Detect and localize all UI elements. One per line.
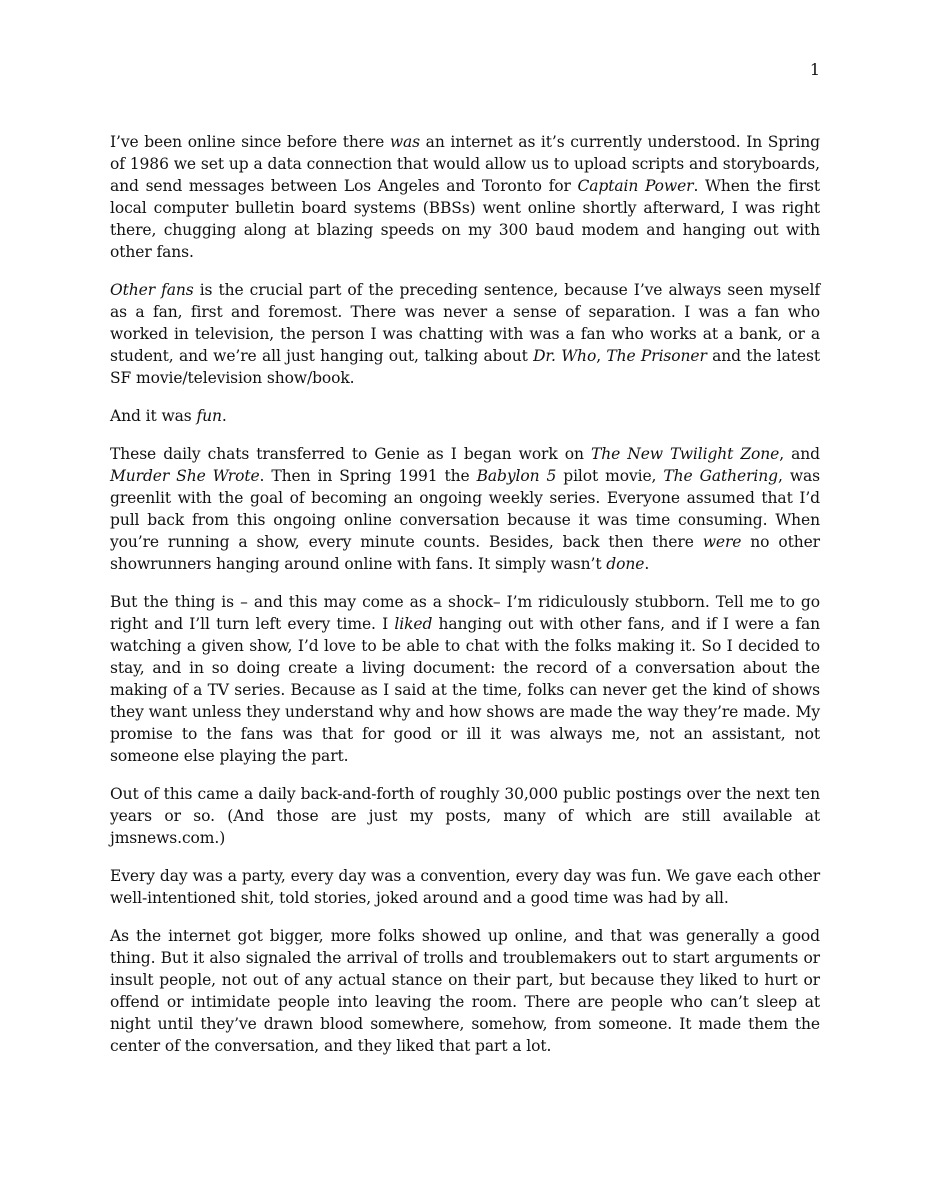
- italic-text: Other fans: [110, 281, 194, 299]
- text-run: , and: [779, 445, 820, 463]
- text-run: pilot movie,: [556, 467, 664, 485]
- paragraph: [110, 405, 820, 427]
- text-run: , was greenlit with the goal of becoming an ongoing weekly series. Everyone assumed that I’d pull back from this ongoing online conversation because it was time consuming. When you’re running a show, every minute counts. Besides, back then there: [110, 467, 820, 551]
- text-run: These daily chats transferred to Genie as I began work on: [110, 445, 591, 463]
- text-run: .: [221, 407, 227, 425]
- text-run: is the crucial part of the preceding sentence, because I’ve always seen myself as a fan, first and foremost. There was never a sense of separation. I was a fan who worked in television, the person I was chatting with was a fan who works at a bank, or a student, and we’re all just hanging out, talking about: [110, 281, 820, 365]
- text-run: ,: [596, 347, 607, 365]
- paragraph: [110, 925, 820, 1057]
- italic-text: The Gathering: [663, 467, 778, 485]
- text-run: . When the first local computer bulletin board systems (BBSs) went online shortly afterward, I was right there, chugging along at blazing speeds on my 300 baud modem and hanging out with other fans.: [110, 177, 821, 261]
- italic-text: Murder She Wrote: [110, 467, 260, 485]
- text-run: and the latest SF movie/television show/book.: [110, 347, 820, 387]
- paragraph: [110, 783, 820, 849]
- page-number: 1: [809, 60, 820, 79]
- paragraph: [110, 131, 820, 263]
- italic-text: Dr. Who: [533, 347, 597, 365]
- paragraph: [110, 591, 820, 767]
- italic-text: Captain Power: [577, 177, 694, 195]
- italic-text: were: [702, 533, 742, 551]
- italic-text: was: [389, 133, 421, 151]
- body-text: [110, 131, 820, 1057]
- text-run: Every day was a party, every day was a convention, every day was fun. We gave each other well-intentioned shit, told stories, joked around and a good time was had by all.: [110, 867, 820, 907]
- paragraph: [110, 279, 820, 389]
- paragraph: [110, 865, 820, 909]
- italic-text: The New Twilight Zone: [590, 445, 780, 463]
- italic-text: Babylon 5: [476, 467, 557, 485]
- text-run: I’ve been online since before there: [110, 133, 390, 151]
- italic-text: done: [606, 555, 645, 573]
- italic-text: fun: [196, 407, 222, 425]
- text-run: But the thing is – and this may come as a shock– I’m ridiculously stubborn. Tell me to go right and I’ll turn left every time. I: [110, 593, 820, 633]
- text-run: hanging out with other fans, and if I were a fan watching a given show, I’d love to be able to chat with the folks making it. So I decided to stay, and in so doing create a living document: the record of a conversation about the making of a TV series. Because as I said at the time, folks can never get the kind of shows they want unless they understand why and how shows are made the way they’re made. My promise to the fans was that for good or ill it was always me, not an assistant, not someone else playing the part.: [110, 615, 821, 765]
- italic-text: The Prisoner: [606, 347, 707, 365]
- text-run: an internet as it’s currently understood. In Spring of 1986 we set up a data connection that would allow us to upload scripts and storyboards, and send messages between Los Angeles and Toronto for: [110, 133, 820, 195]
- italic-text: liked: [394, 615, 433, 633]
- text-run: And it was: [110, 407, 197, 425]
- paragraph: [110, 443, 820, 575]
- text-run: .: [644, 555, 650, 573]
- text-run: . Then in Spring 1991 the: [259, 467, 477, 485]
- text-run: no other showrunners hanging around online with fans. It simply wasn’t: [110, 533, 820, 573]
- text-run: As the internet got bigger, more folks showed up online, and that was generally a good thing. But it also signaled the arrival of trolls and troublemakers out to start arguments or insult people, not out of any actual stance on their part, but because they liked to hurt or offend or intimidate people into leaving the room. There are people who can’t sleep at night until they’ve drawn blood somewhere, somehow, from someone. It made them the center of the conversation, and they liked that part a lot.: [110, 927, 820, 1055]
- text-run: Out of this came a daily back-and-forth of roughly 30,000 public postings over the next ten years or so. (And those are just my posts, many of which are still available at jmsnews.com.): [110, 785, 820, 847]
